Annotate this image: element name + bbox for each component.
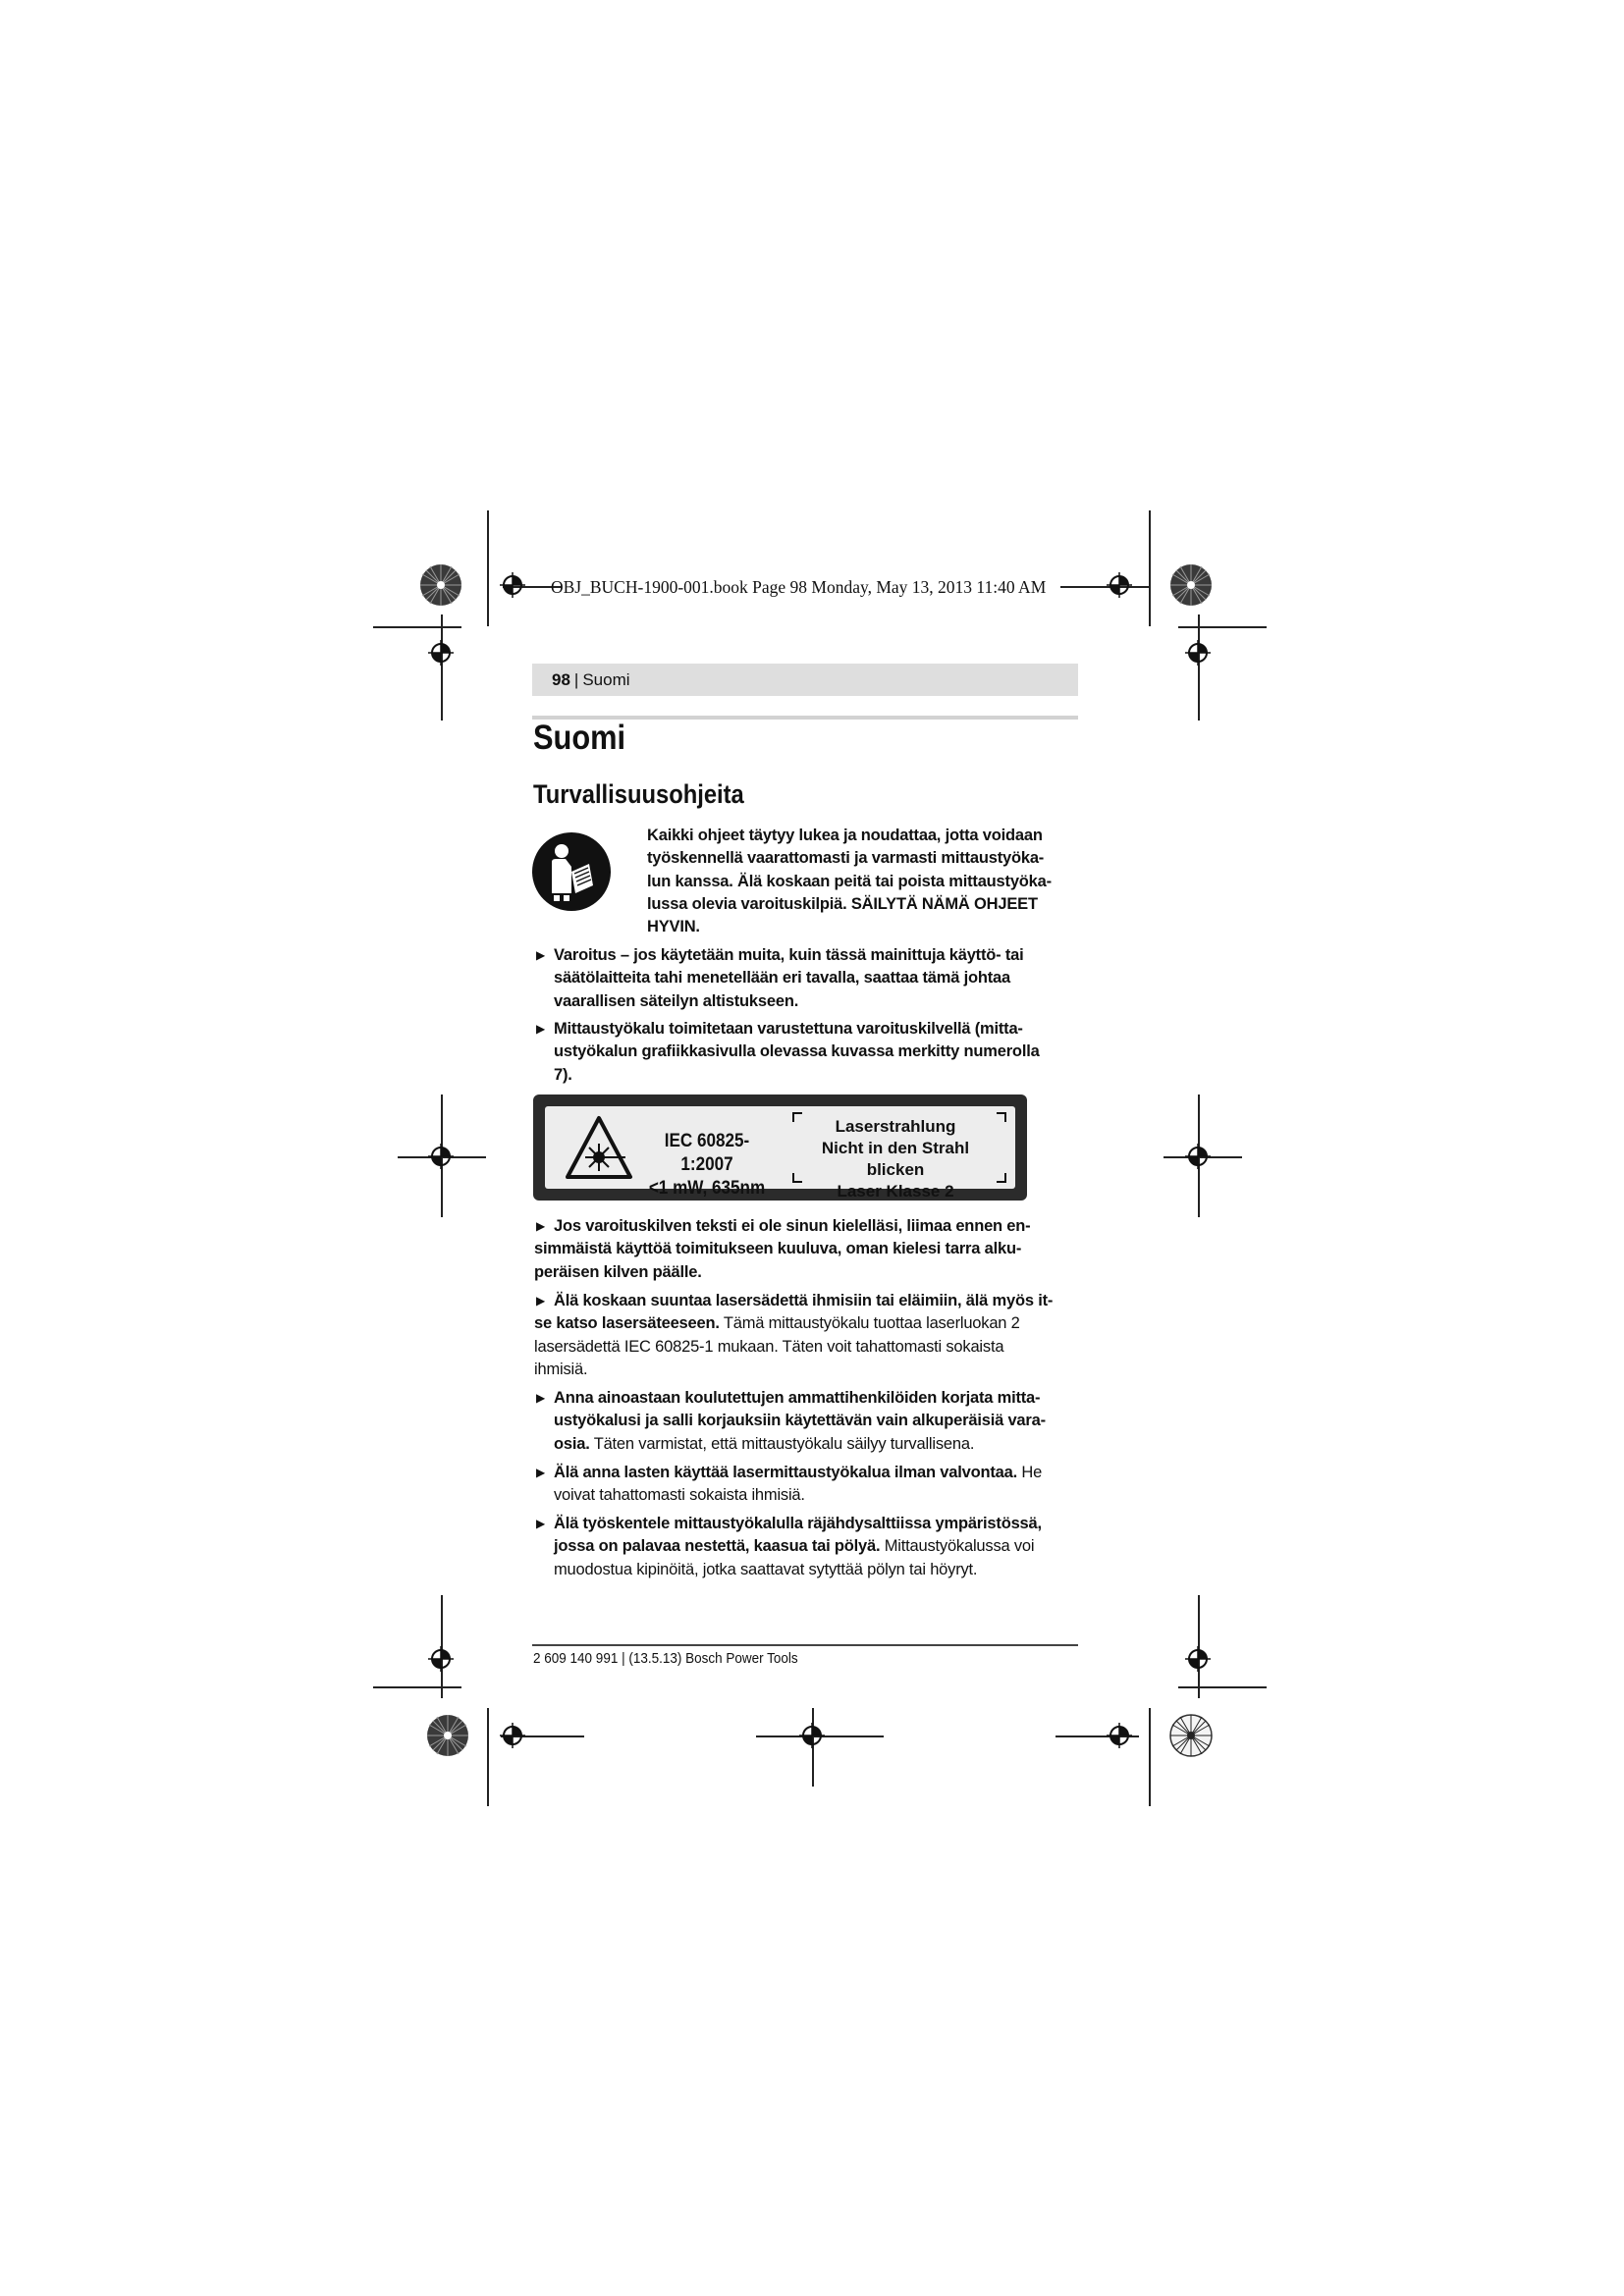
crop-line (1149, 510, 1151, 626)
safety-bullet (534, 1513, 1084, 1581)
bullet-line: ustyökalusi ja salli korjauksiin käytettävän vain alkuperäisiä vara- (554, 1412, 1046, 1430)
crop-line (441, 614, 443, 721)
registration-crosshair-icon (1185, 1646, 1211, 1672)
page-footer: 2 609 140 991 | (13.5.13) Bosch Power Tools (533, 1650, 798, 1667)
bullet-line: ustyökalun grafiikkasivulla olevassa kuvassa merkitty numerolla (554, 1042, 1040, 1061)
star-target-icon (1168, 1713, 1214, 1758)
read-manual-icon (532, 832, 611, 911)
bullet-line: ihmisiä. (534, 1360, 588, 1378)
star-target-icon (425, 1713, 470, 1758)
bullet-line: Älä koskaan suuntaa lasersädettä ihmisiin tai eläimiin, älä myös it- (554, 1292, 1054, 1309)
crop-line (1178, 1686, 1267, 1688)
bullet-line: jossa on palavaa nestettä, kaasua tai pölyä. (554, 1537, 881, 1556)
bullet-line: Mittaustyökalu toimitetaan varustettuna varoituskilvellä (mitta- (554, 1020, 1023, 1038)
registration-crosshair-icon (500, 1723, 525, 1748)
bullet-line: Varoitus – jos käytetään muita, kuin tässä mainittuja käyttö- tai (554, 946, 1024, 964)
crop-line (487, 510, 489, 626)
bullet-line: muodostua kipinöitä, jotka saattavat sytyttää pölyn tai höyryt. (554, 1560, 978, 1578)
laser-warning-label (533, 1095, 1027, 1201)
bullet-line: Anna ainoastaan koulutettujen ammattihenkilöiden korjata mitta- (554, 1389, 1041, 1407)
star-target-icon (1168, 562, 1214, 608)
bullet-line: Täten varmistat, että mittaustyökalu säilyy turvallisena. (589, 1434, 975, 1453)
warning-line: Nicht in den Strahl blicken (821, 1139, 970, 1179)
warning-line: Laser Klasse 2 (837, 1182, 954, 1201)
bullet-line: voivat tahattomasti sokaista ihmisiä. (554, 1486, 805, 1505)
safety-bullet (534, 944, 1084, 1013)
intro-text (647, 825, 1087, 938)
intro-line: HYVIN. (647, 918, 700, 936)
bullet-line: Jos varoituskilven teksti ei ole sinun kielelläsi, liimaa ennen en- (554, 1217, 1031, 1235)
intro-line: lun kanssa. Älä koskaan peitä tai poista mittaustyöka- (647, 872, 1052, 890)
bullet-line: lasersädettä IEC 60825-1 mukaan. Täten voit tahattomasti sokaista (534, 1337, 1004, 1356)
iec-standard-text (645, 1130, 769, 1201)
power-wavelength-line: <1 mW, 635nm (648, 1178, 766, 1199)
registration-crosshair-icon (799, 1723, 825, 1748)
safety-bullet (534, 1387, 1084, 1456)
bullet-line: Tämä mittaustyökalu tuottaa laserluokan 2 (719, 1314, 1020, 1333)
intro-line: Kaikki ohjeet täytyy lukea ja noudattaa, jotta voidaan (647, 827, 1043, 844)
page-title: Suomi (533, 719, 626, 757)
bullet-triangle-icon: ▶ (536, 948, 546, 962)
warning-label-panel (545, 1106, 1015, 1201)
bullet-triangle-icon: ▶ (536, 1391, 546, 1405)
bullet-triangle-icon: ▶ (536, 1294, 546, 1308)
crop-line (1060, 586, 1149, 588)
footer-rule (532, 1644, 1078, 1646)
registration-crosshair-icon (500, 572, 525, 598)
header-separator: | (573, 669, 579, 689)
registration-crosshair-icon (428, 640, 454, 666)
crop-line (373, 1686, 461, 1688)
crop-line (373, 626, 461, 628)
bullet-line: Älä työskentele mittaustyökalulla räjähdysalttiissa ympäristössä, (554, 1515, 1042, 1532)
registration-crosshair-icon (1107, 1723, 1132, 1748)
registration-crosshair-icon (1185, 640, 1211, 666)
bullet-line: se katso lasersäteeseen. (534, 1314, 720, 1333)
bullet-line: simmäistä käyttöä toimitukseen kuuluva, oman kielesi tarra alku- (534, 1240, 1022, 1258)
crop-line (487, 1708, 489, 1806)
registration-crosshair-icon (428, 1646, 454, 1672)
bullet-line: osia. (554, 1434, 590, 1453)
crop-line (1149, 1708, 1151, 1806)
header-language: Suomi (582, 669, 630, 689)
bullet-line: säätölaitteita tahi menetellään eri tavalla, saattaa tämä johtaa (554, 969, 1010, 988)
safety-bullet (534, 1215, 1084, 1284)
registration-crosshair-icon (1185, 1144, 1211, 1169)
bullet-line: vaarallisen säteilyn altistukseen. (554, 991, 799, 1010)
bullet-line: Mittaustyökalussa voi (880, 1537, 1035, 1556)
book-file-header: OBJ_BUCH-1900-001.book Page 98 Monday, May 13, 2013 11:40 AM (551, 577, 1047, 597)
registration-crosshair-icon (428, 1144, 454, 1169)
safety-bullet (534, 1290, 1084, 1381)
iec-line: IEC 60825-1:2007 (664, 1131, 750, 1175)
bullet-triangle-icon: ▶ (536, 1219, 546, 1233)
safety-bullet (534, 1462, 1084, 1508)
star-target-icon (418, 562, 463, 608)
bullet-triangle-icon: ▶ (536, 1022, 546, 1036)
bullet-triangle-icon: ▶ (536, 1517, 546, 1530)
warning-line: Laserstrahlung (835, 1117, 956, 1136)
bullet-line: 7). (554, 1065, 572, 1084)
crop-line (1178, 626, 1267, 628)
bullet-line: peräisen kilven päälle. (534, 1262, 702, 1281)
bullet-line: Älä anna lasten käyttää lasermittaustyökalua ilman valvontaa. (554, 1464, 1018, 1481)
laser-warning-triangle-icon (565, 1114, 633, 1181)
safety-bullet (534, 1018, 1084, 1087)
section-title: Turvallisuusohjeita (533, 779, 744, 809)
page-number: 98 (552, 669, 570, 689)
bullet-triangle-icon: ▶ (536, 1466, 546, 1479)
bullet-line: He (1017, 1464, 1043, 1481)
laser-class-text (792, 1116, 999, 1202)
page-header-bar (532, 664, 1078, 696)
intro-line: lussa olevia varoituskilpiä. SÄILYTÄ NÄMÄ OHJEET (647, 894, 1038, 913)
crop-line (1198, 614, 1200, 721)
intro-line: työskennellä vaarattomasti ja varmasti mittaustyöka- (647, 849, 1045, 868)
registration-crosshair-icon (1107, 572, 1132, 598)
